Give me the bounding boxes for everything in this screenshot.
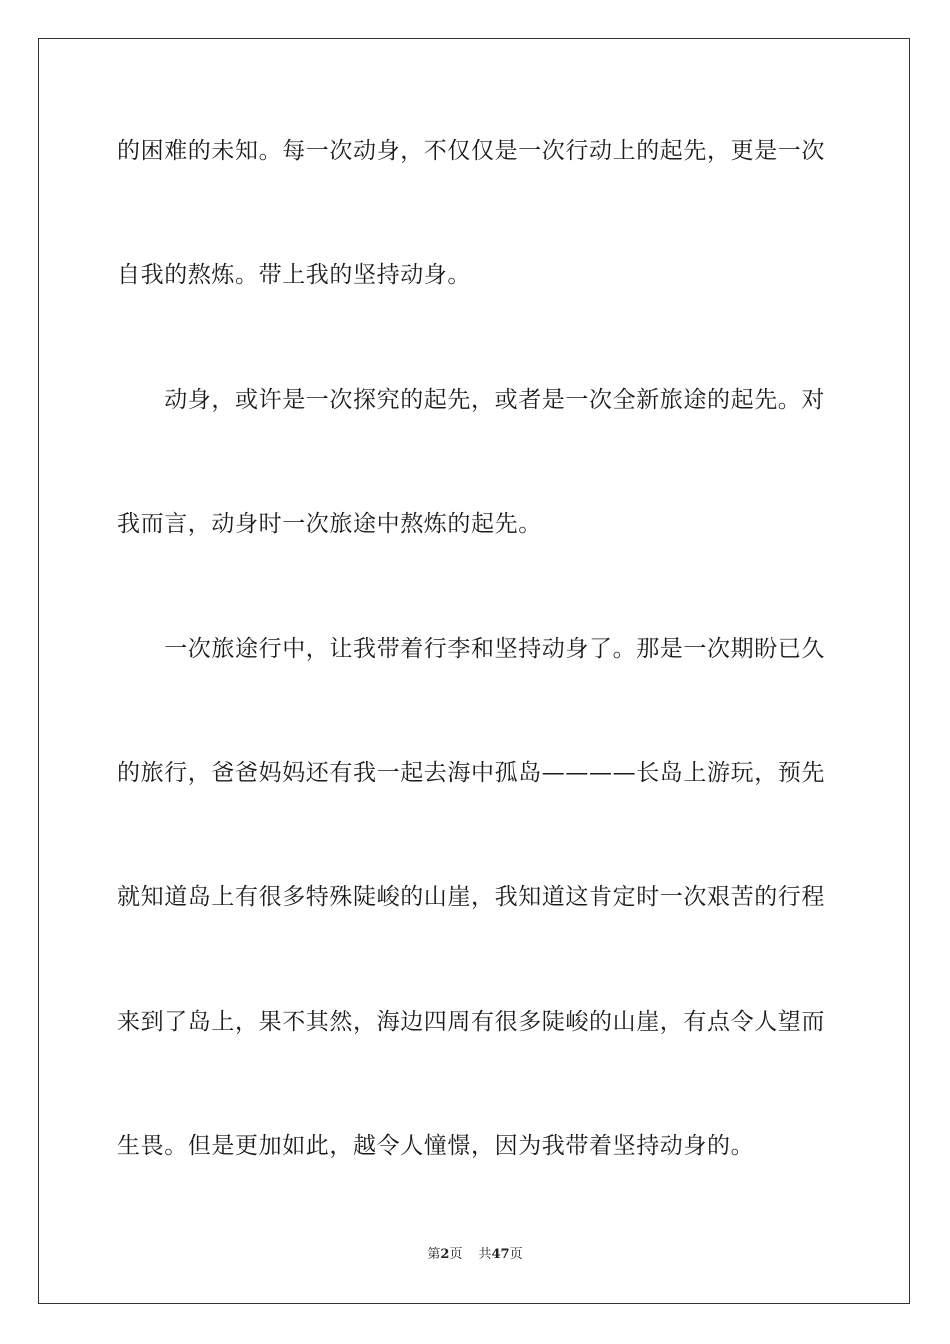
body-text-line-5: 一次旅途行中，让我带着行李和坚持动身了。那是一次期盼已久 — [117, 636, 825, 662]
body-text-line-9: 生畏。但是更加如此，越令人憧憬，因为我带着坚持动身的。 — [117, 1133, 755, 1159]
total-pages: 47 — [491, 1247, 510, 1262]
body-text-line-1: 的困难的未知。每一次动身，不仅仅是一次行动上的起先，更是一次 — [117, 138, 825, 164]
page-number: 2 — [440, 1247, 450, 1262]
body-text-line-3: 动身，或许是一次探究的起先，或者是一次全新旅途的起先。对 — [117, 387, 825, 413]
body-text-line-6: 的旅行，爸爸妈妈还有我一起去海中孤岛————长岛上游玩，预先 — [117, 760, 825, 786]
page-border — [38, 38, 910, 1304]
total-suffix: 页 — [509, 1247, 523, 1262]
page-prefix: 第 — [427, 1247, 441, 1262]
body-text-line-4: 我而言，动身时一次旅途中熬炼的起先。 — [117, 511, 542, 537]
total-prefix: 共 — [478, 1247, 492, 1262]
body-text-line-2: 自我的熬炼。带上我的坚持动身。 — [117, 262, 471, 288]
page-suffix: 页 — [449, 1247, 463, 1262]
body-text-line-7: 就知道岛上有很多特殊陡峻的山崖，我知道这肯定时一次艰苦的行程 — [117, 884, 825, 910]
page-footer — [0, 1246, 950, 1264]
body-text-line-8: 来到了岛上，果不其然，海边四周有很多陡峻的山崖，有点令人望而 — [117, 1009, 825, 1035]
